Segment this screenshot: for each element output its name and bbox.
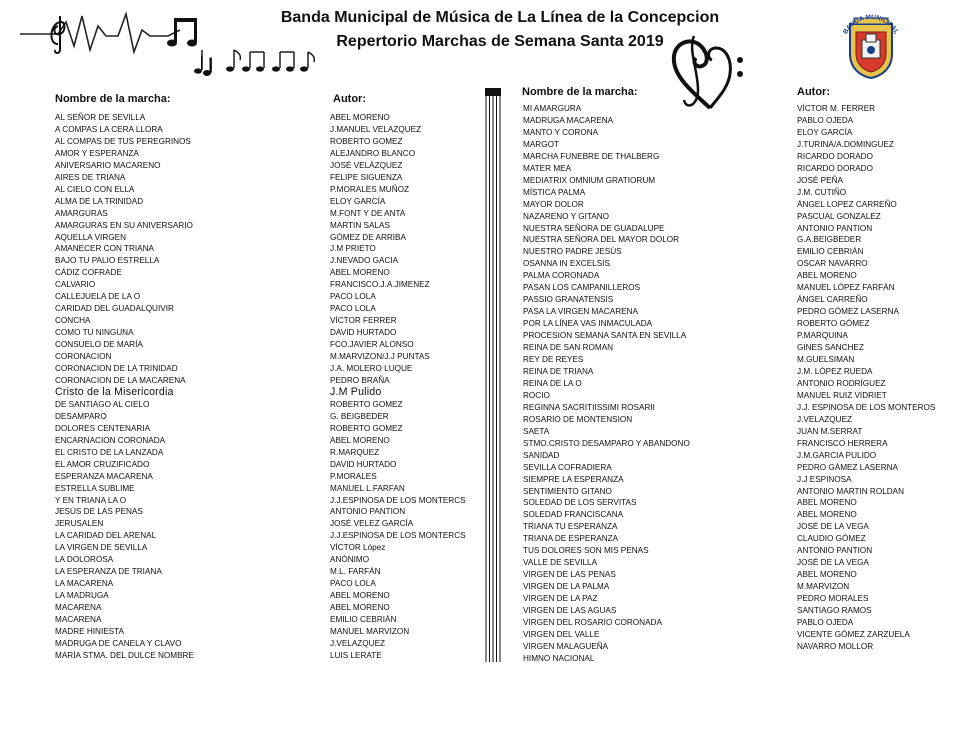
list-item: SOLEDAD FRANCISCANA [523,510,624,520]
list-item: JESÚS DE LAS PENAS [55,507,143,517]
list-item: PASSIO GRANATENSIS [523,295,614,305]
list-item: CORONACION DE LA MACARENA [55,375,186,385]
list-item: ALMA DE LA TRINIDAD [55,196,144,206]
list-item: J.M Pulido [330,385,382,398]
list-item: SANIDAD [523,450,560,460]
list-item: LUIS LERATE [330,650,382,660]
list-item: PACO LOLA [330,579,376,589]
list-item: M.FONT Y DE ANTA [330,208,406,218]
list-item: ANTONIO PANTION [797,546,873,556]
list-item: VÍCTOR López [330,543,386,553]
left-author-list [330,112,466,662]
list-item: VICENTE GÓMEZ ZARZUELA [797,629,910,639]
list-item: FCO.JAVIER ALONSO [330,340,414,350]
list-item: ABEL MORENO [330,268,390,278]
list-item: M.MARVIZON [797,582,850,592]
list-item: AL CIELO CON ELLA [55,184,135,194]
list-item: REGINNA SACRITIISSIMI ROSARII [523,402,655,412]
list-item: FRANCISCO HERRERA [797,438,888,448]
svg-text:BANDA MUNICIPAL: BANDA MUNICIPAL [842,13,900,36]
list-item: ANÓNIMO [330,555,370,565]
page-title: Banda Municipal de Música de La Línea de la Concepcion [280,9,720,26]
list-item: DAVID HURTADO [330,328,397,338]
list-item: LA VIRGEN DE SEVILLA [55,543,148,553]
right-march-header: Nombre de la marcha: [522,86,638,98]
list-item: EL CRISTO DE LA LANZADA [55,447,164,457]
list-item: NAVARRO MOLLOR [797,641,874,651]
list-item: ALEJANDRO BLANCO [330,148,416,158]
list-item: SEVILLA COFRADIERA [523,462,612,472]
list-item: J.J.ESPINOSA DE LOS MONTERCS [330,495,466,505]
list-item: AIRES DE TRIANA [55,172,126,182]
list-item: MACARENA [55,603,102,613]
list-item: EMILIO CEBRIÁN [797,247,864,257]
list-item: OSANNA IN EXCELSIS [523,259,610,269]
list-item: ROBERTO GOMEZ [330,423,403,433]
list-item: ABEL MORENO [330,113,390,122]
list-item: PEDRO MORALES [797,594,869,604]
list-item: JOSÉ DE LA VEGA [797,558,869,568]
right-march-list [523,103,690,665]
list-item: LA MACARENA [55,579,114,589]
list-item: MANUEL MARVIZON [330,626,410,636]
list-item: J.A. MOLERO LUQUE [330,364,413,374]
list-item: VIRGEN DE LA PALMA [523,582,610,592]
list-item: ROBERTO GOMEZ [330,399,403,409]
list-item: NUESTRO PADRE JESÚS [523,247,622,257]
list-item: J.J. ESPINOSA DE LOS MONTEROS [797,402,936,412]
list-item: PASA LA VIRGEN MACARENA [523,307,638,317]
list-item: VIRGEN MALAGUEÑA [523,641,609,651]
list-item: MARÍA STMA. DEL DULCE NOMBRE [55,650,194,660]
right-author-header: Autor: [797,86,830,98]
list-item: VALLE DE SEVILLA [523,558,598,568]
list-item: LA CARIDAD DEL ARENAL [55,531,157,541]
list-item: J.MANUEL VELAZQUEZ [330,124,422,134]
list-item: ABEL MORENO [797,498,857,508]
list-item: MANUEL LÓPEZ FARFÁN [797,283,895,293]
list-item: POR LA LÍNEA VAS INMACULADA [523,319,653,329]
list-item: OSCAR NAVARRO [797,259,868,269]
list-item: MAYOR DOLOR [523,199,584,209]
list-item: CORONACION DE LA TRINIDAD [55,364,178,374]
list-item: ANTONIO PANTION [797,223,873,233]
list-item: M.GUELSIMAN [797,355,855,365]
list-item: JOSÉ VELÁZQUEZ [330,160,403,170]
list-item: J.J.ESPINOSA DE LOS MONTERCS [330,531,466,541]
list-item: MARTIN SALAS [330,220,390,230]
list-item: ABEL MORENO [797,570,857,580]
list-item: SIEMPRE LA ESPERANZA [523,474,624,484]
list-item: BAJO TU PALIO ESTRELLA [55,256,160,266]
list-item: CALVARIO [55,280,96,290]
list-item: ÁNGEL CARREÑO [797,295,868,305]
list-item: G.A.BEIGBEDER [797,235,862,245]
list-item: Y EN TRIANA LA O [55,495,127,505]
list-item: REINA DE SAN ROMAN [523,343,614,353]
list-item: FRANCISCO.J.A.JIMENEZ [330,280,430,290]
list-item: DESAMPARO [55,411,107,421]
list-item: SAETA [523,426,550,436]
list-item: MADRUGA DE CANELA Y CLAVO [55,638,182,648]
list-item: VIRGEN DEL ROSARIO CORONADA [523,617,662,627]
list-item: LA ESPERANZA DE TRIANA [55,567,162,577]
list-item: G. BEIGBEDER [330,411,389,421]
list-item: AMARGURAS [55,208,108,218]
list-item: LA MADRUGA [55,591,109,601]
list-item: ROSARIO DE MONTENSION [523,414,633,424]
list-item: ANTONIO PANTION [330,507,406,517]
list-item: AMARGURAS EN SU ANIVERSARIO [55,220,193,230]
list-item: MACARENA [55,615,102,625]
list-item: VIRGEN DEL VALLE [523,629,600,639]
list-item: ABEL MORENO [330,591,390,601]
list-item: PEDRO GÓMEZ LASERNA [797,307,899,317]
list-item: AL SEÑOR DE SEVILLA [55,113,146,122]
list-item: VÍCTOR M. FERRER [797,104,876,113]
list-item: PABLO OJEDA [797,115,854,125]
list-item: GINES SANCHEZ [797,343,864,353]
list-item: DE SANTIAGO AL CIELO [55,399,150,409]
list-item: JOSÉ VELEZ GARCÍA [330,519,414,529]
list-item: J.VELAZQUEZ [797,414,853,424]
list-item: P.MARQUINA [797,331,848,341]
list-item: LA DOLOROSA [55,555,114,565]
list-item: A COMPAS LA CERA LLORA [55,124,163,134]
list-item: MARCHA FUNEBRE DE THALBERG [523,151,660,161]
list-item: EL AMOR CRUZIFICADO [55,459,150,469]
list-item: M.MARVIZON/J.J PUNTAS [330,352,430,362]
band-logo [836,10,906,82]
list-item: REINA DE LA O [523,378,582,388]
list-item: MADRE HINIESTA [55,626,124,636]
list-item: P.MORALES [330,471,377,481]
list-item: COMO TU NINGUNA [55,328,134,338]
page-subtitle: Repertorio Marchas de Semana Santa 2019 [336,33,664,50]
list-item: J.NEVADO GACIA [330,256,399,266]
list-item: NUESTRA SEÑORA DE GUADALUPE [523,223,665,233]
list-item: PABLO OJEDA [797,617,854,627]
list-item: CALLEJUELA DE LA O [55,292,141,302]
eighth-notes-icon [190,46,320,76]
list-item: SOLEDAD DE LOS SERVITAS [523,498,637,508]
list-item: P.MORALES MUÑOZ [330,184,410,194]
list-item: RICARDO DORADO [797,163,873,173]
list-item: DAVID HURTADO [330,459,397,469]
list-item: J.M PRIETO [330,244,376,254]
list-item: RICARDO DORADO [797,151,873,161]
list-item: ABEL MORENO [330,603,390,613]
list-item: SENTIMIENTO GITANO [523,486,612,496]
list-item: ROCIO [523,390,550,400]
list-item: ABEL MORENO [797,510,857,520]
list-item: ESTRELLA SUBLIME [55,483,135,493]
list-item: J.TURINA/A.DOMINGUEZ [797,139,894,149]
list-item: DOLORES CENTENARIA [55,423,151,433]
list-item: AQUELLA VIRGEN [55,232,126,242]
list-item: VÍCTOR FERRER [330,316,397,326]
list-item: ABEL MORENO [797,271,857,281]
list-item: J.VELAZQUEZ [330,638,386,648]
list-item: ABEL MORENO [330,435,390,445]
list-item: CLAUDIO GÓMEZ [797,534,866,544]
list-item: J.M. LÓPEZ RUEDA [797,366,873,376]
list-item: ESPERANZA MACARENA [55,471,153,481]
list-item: REINA DE TRIANA [523,366,594,376]
list-item: TRIANA TU ESPERANZA [523,522,618,532]
list-item: CONSUELO DE MARÍA [55,340,143,350]
list-item: ANIVERSARIO MACARENO [55,160,161,170]
list-item: REY DE REYES [523,355,584,365]
list-item: CORONACION [55,352,112,362]
list-item: ROBERTO GOMEZ [330,136,403,146]
left-march-list [55,112,194,662]
music-notes-icon [18,6,218,80]
list-item: PEDRO BRAÑA [330,375,390,385]
list-item: ELOY GARCÍA [330,196,386,206]
list-item: NAZARENO Y GITANO [523,211,609,221]
staff-divider [485,88,501,662]
list-item: PACO LOLA [330,304,376,314]
list-item: ENCARNACION CORONADA [55,435,166,445]
list-item: GÓMEZ DE ARRIBA [330,232,406,242]
list-item: VIRGEN DE LAS PENAS [523,570,616,580]
list-item: MÍSTICA PALMA [523,187,586,197]
list-item: STMO.CRISTO DESAMPARO Y ABANDONO [523,438,690,448]
list-item: ANTONIO RODRÍGUEZ [797,378,886,388]
list-item: JUAN M.SERRAT [797,426,863,436]
list-item: Cristo de la Misericordia [55,385,174,398]
list-item: AMOR Y ESPERANZA [55,148,139,158]
list-item: NUESTRA SEÑORA DEL MAYOR DOLOR [523,235,680,245]
list-item: ROBERTO GÓMEZ [797,319,870,329]
list-item: J.J ESPINOSA [797,474,852,484]
list-item: JOSÉ PEÑA [797,175,843,185]
list-item: JOSÉ DE LA VEGA [797,522,869,532]
list-item: MANUEL L.FARFAN [330,483,405,493]
list-item: SANTIAGO RAMOS [797,606,872,616]
list-item: J.M. CUTIÑO [797,187,847,197]
list-item: MI AMARGURA [523,104,582,113]
list-item: PROCESION SEMANA SANTA EN SEVILLA [523,331,687,341]
list-item: M.L. FARFÁN [330,567,381,577]
left-author-header: Autor: [333,93,366,105]
list-item: PASAN LOS CAMPANILLEROS [523,283,641,293]
list-item: PEDRO GÁMEZ LASERNA [797,462,899,472]
list-item: MANUEL RUIZ VIDRIET [797,390,887,400]
left-march-header: Nombre de la marcha: [55,93,171,105]
list-item: TRIANA DE ESPERANZA [523,534,619,544]
list-item: AMANECER CON TRIANA [55,244,155,254]
list-item: TUS DOLORES SON MIS PENAS [523,546,649,556]
list-item: AL COMPAS DE TUS PEREGRINOS [55,136,191,146]
list-item: MATER MEA [523,163,572,173]
list-item: HIMNO NACIONAL [523,653,595,663]
list-item: JERUSALEN [55,519,104,529]
list-item: CARIDAD DEL GUADALQUIVIR [55,304,174,314]
list-item: CONCHA [55,316,91,326]
list-item: FELIPE SIGUENZA [330,172,403,182]
list-item: PACO LOLA [330,292,376,302]
list-item: MARGOT [523,139,559,149]
list-item: PASCUAL GONZALEZ [797,211,881,221]
list-item: ÁNGEL LOPEZ CARREÑO [797,199,897,209]
list-item: PALMA CORONADA [523,271,600,281]
list-item: ANTONIO MARTIN ROLDAN [797,486,905,496]
list-item: CÁDIZ COFRADE [55,268,122,278]
right-author-list [797,103,935,653]
list-item: J.M.GARCIA PULIDO [797,450,877,460]
list-item: VIRGEN DE LAS AGUAS [523,606,617,616]
list-item: MEDIATRIX OMNIUM GRATIORUM [523,175,656,185]
list-item: ELOY GARCÍA [797,127,853,137]
list-item: MANTO Y CORONA [523,127,599,137]
list-item: VIRGEN DE LA PAZ [523,594,598,604]
list-item: R.MARQUEZ [330,447,380,457]
list-item: EMILIO CEBRIÁN [330,615,397,625]
list-item: MADRUGA MACARENA [523,115,614,125]
